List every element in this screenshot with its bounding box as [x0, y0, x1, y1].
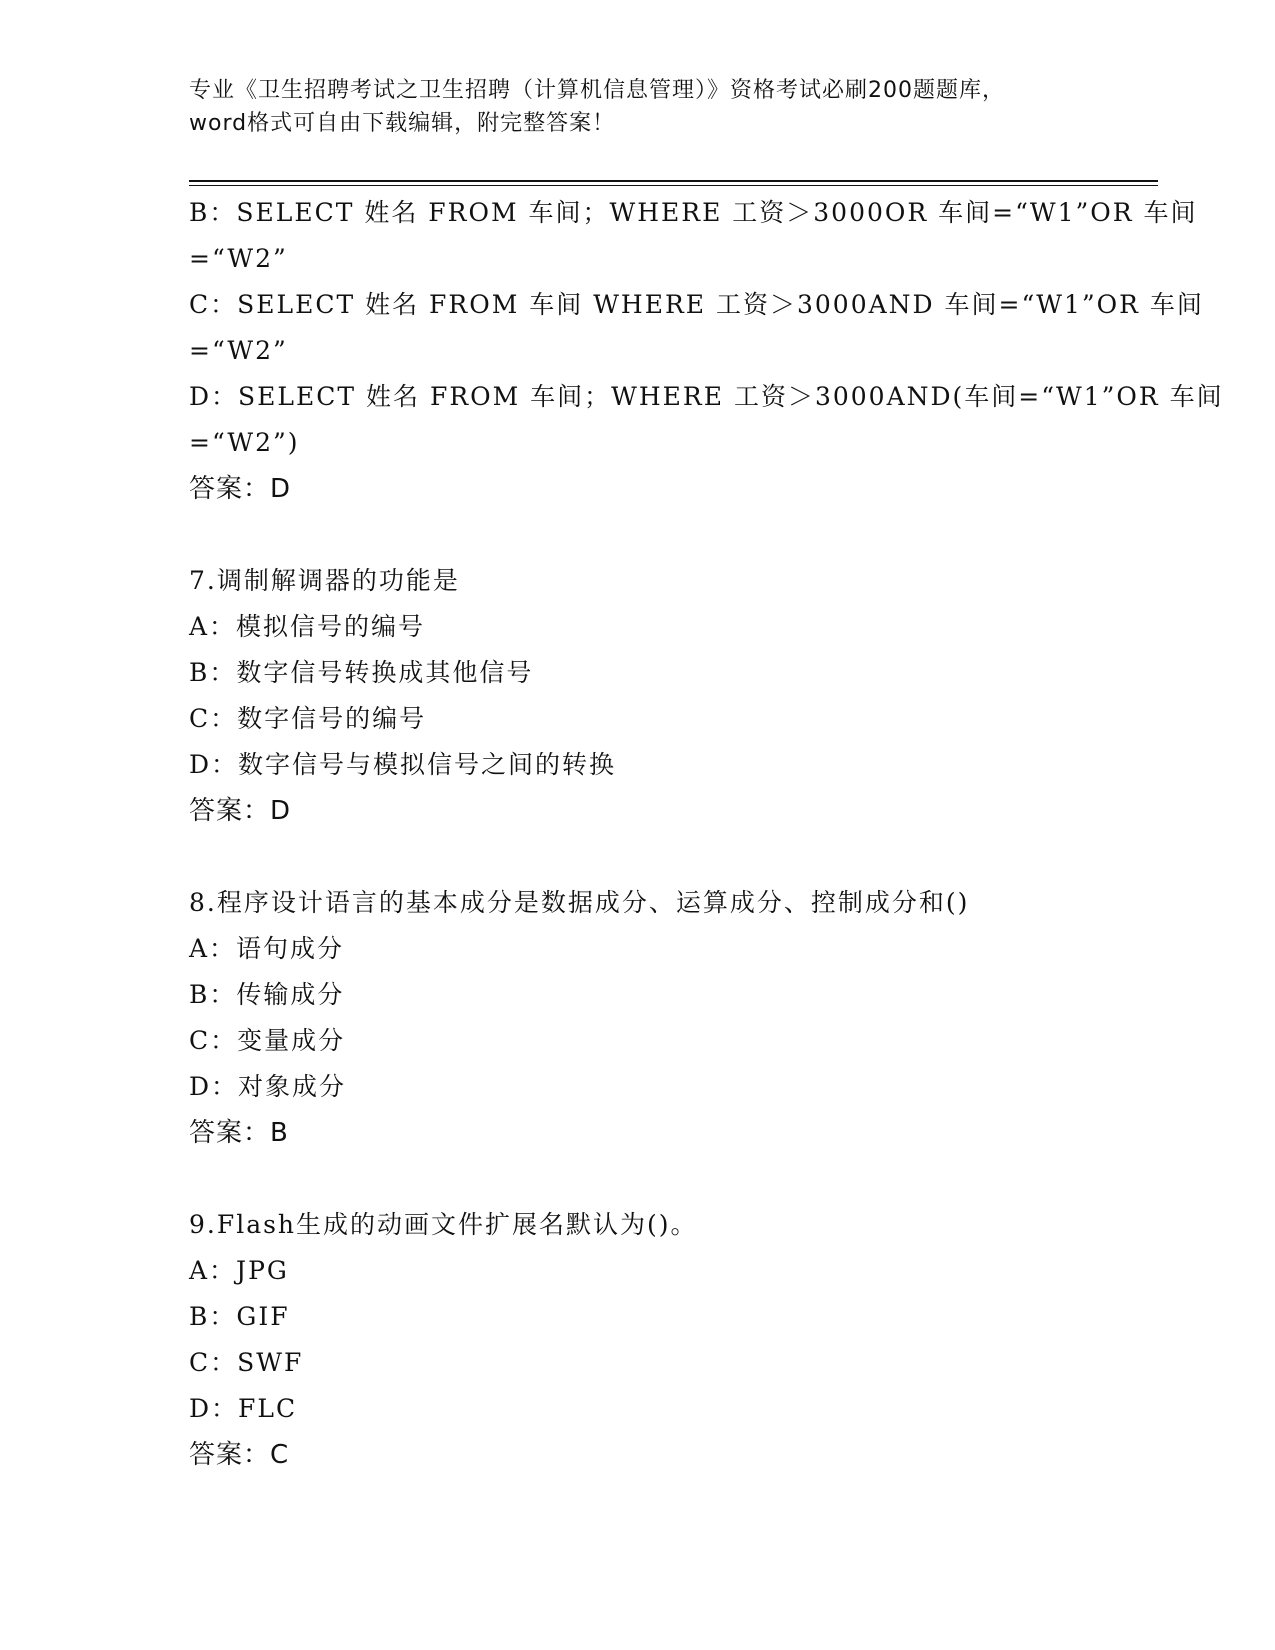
q6-option-c-line-1: C：SELECT 姓名 FROM 车间 WHERE 工资＞3000AND 车间=“W1”OR 车间 — [189, 290, 1204, 319]
q9-option-d: D：FLC — [189, 1394, 298, 1423]
q6-option-c-line-2: =“W2” — [189, 336, 288, 365]
spacer — [189, 1156, 1089, 1202]
spacer — [189, 834, 1089, 880]
q6-option-d-line-1: D：SELECT 姓名 FROM 车间；WHERE 工资＞3000AND(车间=“W1”OR 车间 — [189, 382, 1224, 411]
q9-option-a: A：JPG — [189, 1256, 289, 1285]
q8-option-c: C：变量成分 — [189, 1026, 346, 1055]
q6-option-b-line-2: =“W2” — [189, 244, 288, 273]
q6-answer: 答案：D — [189, 474, 292, 504]
q9-question: 9.Flash生成的动画文件扩展名默认为()。 — [189, 1210, 698, 1239]
q7-answer: 答案：D — [189, 796, 292, 826]
document-header — [189, 74, 1089, 140]
q9-option-b: B：GIF — [189, 1302, 290, 1331]
header-divider-thick — [189, 180, 1158, 182]
question-8 — [189, 880, 1089, 1156]
question-list — [189, 190, 1224, 1478]
q8-option-b: B：传输成分 — [189, 980, 345, 1009]
q7-option-a: A：模拟信号的编号 — [189, 612, 426, 641]
q6-option-b-line-1: B：SELECT 姓名 FROM 车间；WHERE 工资＞3000OR 车间=“W1”OR 车间 — [189, 198, 1198, 227]
q9-answer: 答案：C — [189, 1440, 290, 1470]
question-9 — [189, 1202, 1089, 1478]
q7-question: 7.调制解调器的功能是 — [189, 566, 460, 595]
q6-option-d-line-2: =“W2”) — [189, 428, 300, 457]
header-title-line-2: word格式可自由下载编辑，附完整答案！ — [189, 111, 616, 136]
q7-option-b: B：数字信号转换成其他信号 — [189, 658, 534, 687]
q8-option-d: D：对象成分 — [189, 1072, 347, 1101]
header-divider-thin — [189, 185, 1158, 186]
q8-option-a: A：语句成分 — [189, 934, 345, 963]
question-7 — [189, 558, 1089, 834]
q8-answer: 答案：B — [189, 1118, 289, 1148]
question-6-partial — [189, 190, 1224, 512]
q8-question: 8.程序设计语言的基本成分是数据成分、运算成分、控制成分和() — [189, 888, 970, 917]
q7-option-d: D：数字信号与模拟信号之间的转换 — [189, 750, 617, 779]
spacer — [189, 512, 1089, 558]
q9-option-c: C：SWF — [189, 1348, 304, 1377]
header-title-line-1: 专业《卫生招聘考试之卫生招聘（计算机信息管理）》资格考试必刷200题题库， — [189, 78, 1005, 103]
q7-option-c: C：数字信号的编号 — [189, 704, 427, 733]
